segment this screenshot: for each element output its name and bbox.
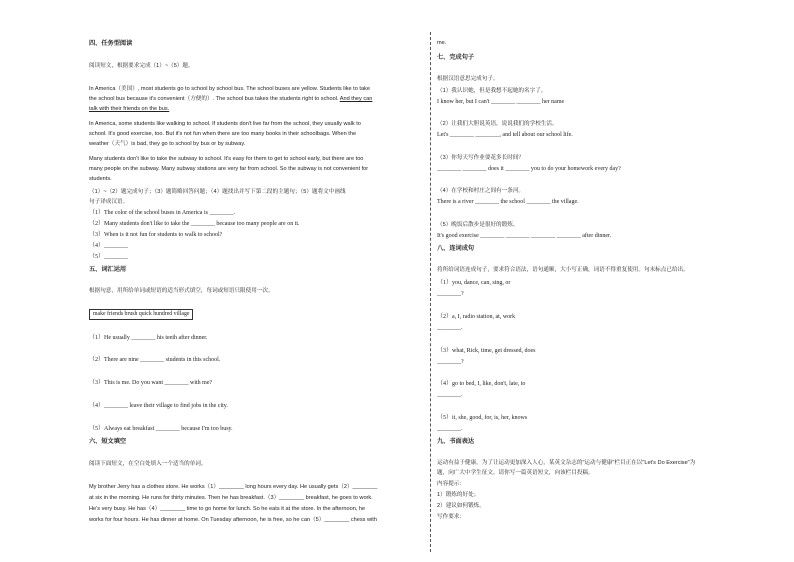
cloze-line: works for four hours. He has dinner at home. On Tuesday afternoon, he is free, so he can（5）________ chess with — [89, 517, 377, 523]
section-6-title: 六、短文填空 — [89, 438, 127, 445]
question-2: （2）Many students don't like to take the ________ because too many people are on it. — [89, 221, 300, 227]
cloze-line: He's very busy. He has（4）________ time to go home for lunch. So he eats it at the store. In the afternoon, he — [89, 506, 366, 512]
question-3: （3）When is it not fun for students to walk to school? — [89, 232, 223, 238]
sentence-1-english: I know her, but I can't ________ ________ her name — [437, 99, 565, 105]
sentence-3-english: ________ ________ does it ________ you to do your homework every day? — [437, 166, 621, 172]
writing-prompt-line: 运动有益于健康。为了让运动更加深入人心，某英文杂志的"运动与健康"栏目正在以"Let's Do Exercise"为 — [437, 460, 696, 466]
sentence-2-english: Let's ________ ________, and tell about our school life. — [437, 132, 573, 138]
section-4-instruction: 阅读短文，根据要求完成（1）~（5）题。 — [89, 63, 194, 69]
passage-line: many people on the subway. Many subway stations are very far from school. So the subway is not convenient for — [89, 166, 369, 172]
sentence-4-english: There is a river ________ the school ________ the village. — [437, 199, 579, 205]
vocab-question-5: （5）Always eat breakfast ________ because I'm too busy. — [89, 426, 233, 432]
word-order-2-blank: ________. — [437, 325, 463, 331]
content-tip-2: 2）建议如何锻炼。 — [437, 503, 485, 509]
passage-line — [89, 96, 372, 103]
word-order-4-blank: ________. — [437, 392, 463, 398]
sentence-3-chinese: （3）你每天写作业要花多长时间？ — [437, 155, 525, 161]
writing-prompt-line: 题，向广大中学生征文。请你写一篇英语短文，向该栏目投稿。 — [437, 470, 594, 476]
sentence-5-chinese: （5）晚饭后散步是很好的锻炼。 — [437, 222, 519, 228]
sentence-2-chinese: （2）让我们大胆说英语，说说我们的学校生活。 — [437, 121, 558, 127]
section-5-instruction: 根据句意，用所给单词或短语的适当形式填空，每词或短语只限使用一次。 — [89, 288, 274, 294]
passage-line: students. — [89, 176, 112, 182]
passage-line: school. It's good exercise, too. But it's not fun when there are too many books in their schoolbags. When the — [89, 131, 357, 137]
section-8-instruction: 将所给词语连成句子，要求符合语法，语句通顺，大小写正确，词语不得重复使用。句末标点已给出。 — [437, 267, 689, 273]
word-order-3: （3）what, Rick, time, get dressed, does — [437, 348, 536, 354]
cloze-line: My brother Jerry has a clothes store. He works（1）________ long hours every day. He usually gets（2）________ — [89, 484, 378, 490]
section-8-title: 八、连词成句 — [437, 245, 475, 252]
sentence-5-english: It's good exercise ________ ________ ________ ________ after dinner. — [437, 233, 612, 239]
word-order-3-blank: ________? — [437, 359, 464, 365]
underlined-sentence: talk with their friends on the bus. — [89, 106, 170, 112]
word-order-1-blank: ________? — [437, 291, 464, 297]
section-4-title: 四、任务型阅读 — [89, 40, 133, 47]
task-requirement: （1）~（2）题完成句子；（3）题简略回答问题；（4）题找出并写下第二段的主题句；（5）题将文中画线 — [89, 189, 346, 195]
word-order-5: （5）it, she, good, for, is, her, knows — [437, 415, 528, 421]
word-order-1: （1）you, dance, can, sing, or — [437, 280, 511, 286]
underlined-sentence: And they can — [339, 96, 373, 102]
writing-requirements-title: 写作要求： — [437, 514, 465, 520]
passage-text: the school bus because it's convenient（方便的）. The school bus takes the students right to school. — [89, 96, 340, 102]
word-order-5-blank: ________. — [437, 426, 463, 432]
vocab-question-4: （4）________ leave their village to find jobs in the city. — [89, 403, 228, 409]
content-tip-1: 1）锻炼的好处； — [437, 492, 480, 498]
passage-line: Many students don't like to take the subway to school. It's easy for them to get to school early, but there are too — [89, 156, 364, 162]
word-order-2: （2）a, I, radio station, at, work — [437, 314, 516, 320]
passage-line: In America（美国）, most students go to school by school bus. The school buses are yellow. Students like to take — [89, 86, 370, 92]
section-7-instruction: 根据汉语意思完成句子。 — [437, 76, 499, 82]
task-requirement: 句子译成汉语。 — [89, 199, 129, 205]
question-1: （1）The color of the school buses in America is ________. — [89, 210, 235, 216]
passage-line: In America, some students like walking to school. If students don't live far from the school, they usually walk to — [89, 121, 361, 127]
sentence-4-chinese: （4）在学校和村庄之间有一条河。 — [437, 188, 525, 194]
cloze-line: at six in the morning. He runs for thirty minutes. Then he has breakfast.（3）________ breakfast, he goes to work. — [89, 495, 373, 501]
word-order-4: （4）go to bed, I, like, don't, late, to — [437, 381, 526, 387]
column-divider — [430, 32, 431, 552]
word-box: make friends brush quick hundred village — [89, 309, 193, 320]
vocab-question-3: （3）This is me. Do you want ________ with me? — [89, 380, 213, 386]
section-5-title: 五、词汇运用 — [89, 266, 127, 273]
passage-line: weather（天气）is bad, they go to school by bus or by subway. — [89, 141, 246, 147]
question-4: （4）________ — [89, 243, 129, 249]
question-5: （5）________ — [89, 254, 129, 260]
section-9-title: 九、书面表达 — [437, 438, 475, 445]
sentence-1-chinese: （1）我认识她，但是我想不起她的名字了。 — [437, 88, 547, 94]
content-tips-title: 内容提示： — [437, 481, 465, 487]
section-6-instruction: 阅读下面短文，在空白处填入一个适当的单词。 — [89, 461, 207, 467]
section-7-title: 七、完成句子 — [437, 54, 475, 61]
continued-text: me. — [437, 40, 447, 46]
vocab-question-1: （1）He usually ________ his teeth after dinner. — [89, 335, 208, 341]
vocab-question-2: （2）There are nine ________ students in this school. — [89, 357, 221, 363]
